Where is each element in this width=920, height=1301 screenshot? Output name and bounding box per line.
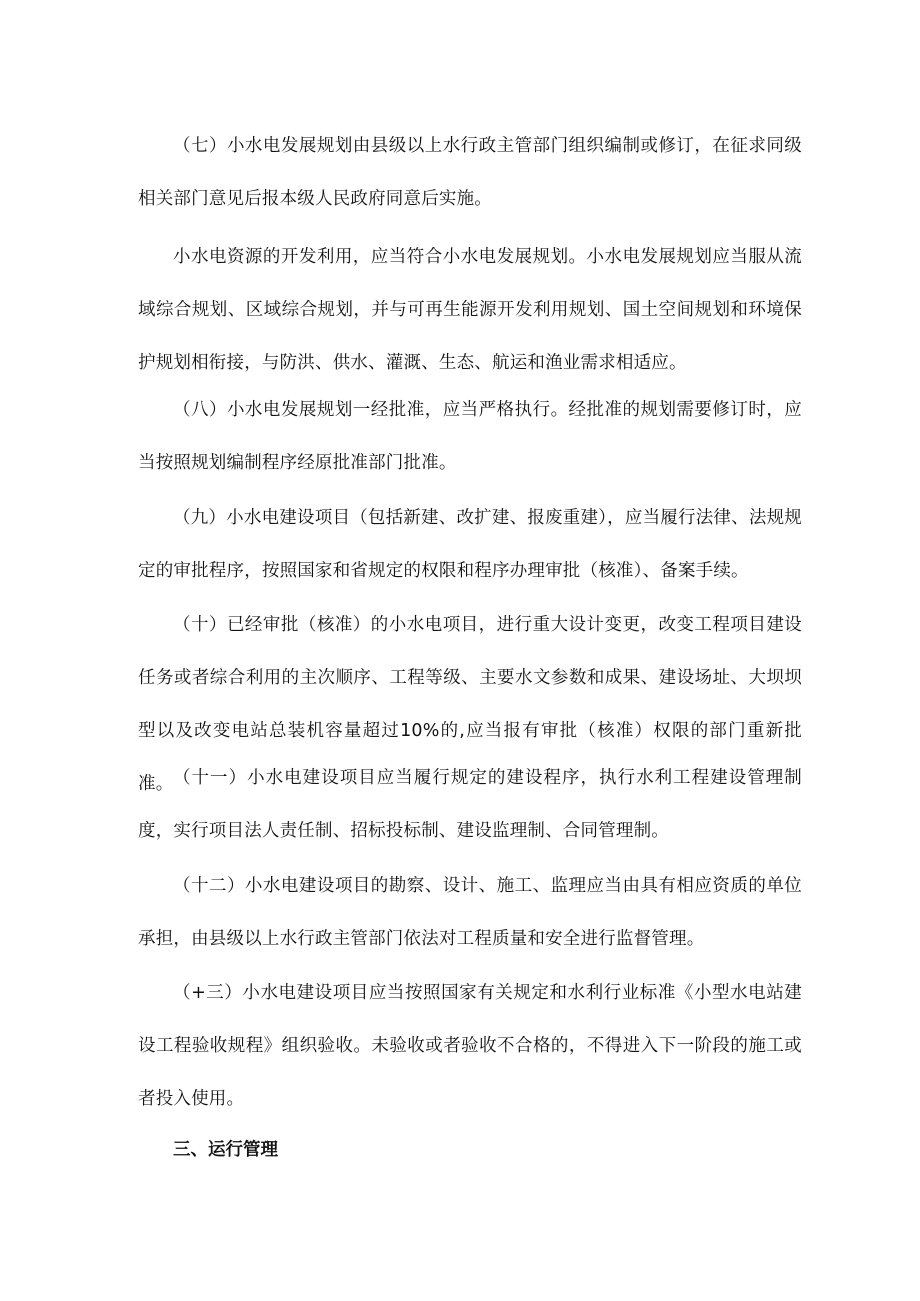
paragraph-item-11: （十一）小水电建设项目应当履行规定的建设程序，执行水利工程建设管理制度，实行项目法人责任制、招标投标制、建设监理制、合同管理制。 <box>138 768 802 841</box>
paragraph-item-7: （七）小水电发展规划由县级以上水行政主管部门组织编制或修订，在征求同级相关部门意见后报本级人民政府同意后实施。 <box>138 136 802 209</box>
section-heading: 三、运行管理 <box>173 1140 278 1160</box>
paragraph-resource-development: 小水电资源的开发利用，应当符合小水电发展规划。小水电发展规划应当服从流域综合规划、区域综合规划，并与可再生能源开发利用规划、国土空间规划和环境保护规划相衔接，与防洪、供水、灌溉、生态、航运和渔业需求相适应。 <box>138 247 802 373</box>
paragraph-item-9: （九）小水电建设项目（包括新建、改扩建、报废重建），应当履行法律、法规规定的审批程序，按照国家和省规定的权限和程序办理审批（核准）、备案手续。 <box>138 508 802 581</box>
paragraph-item-8: （八）小水电发展规划一经批准，应当严格执行。经批准的规划需要修订时，应当按照规划编制程序经原批准部门批准。 <box>138 400 802 473</box>
paragraph-item-13: （+三）小水电建设项目应当按照国家有关规定和水利行业标准《小型水电站建设工程验收规程》组织验收。未验收或者验收不合格的，不得进入下一阶段的施工或者投入使用。 <box>138 983 802 1109</box>
paragraph-item-10: （十）已经审批（核准）的小水电项目，进行重大设计变更，改变工程项目建设任务或者综合利用的主次顺序、工程等级、主要水文参数和成果、建设场址、大坝坝型以及改变电站总装机容量超过10%的,应当报有审批（核准）权限的部门重新批准。 <box>138 615 802 794</box>
paragraph-item-12: （十二）小水电建设项目的勘察、设计、施工、监理应当由具有相应资质的单位承担，由县级以上水行政主管部门依法对工程质量和安全进行监督管理。 <box>138 876 802 949</box>
